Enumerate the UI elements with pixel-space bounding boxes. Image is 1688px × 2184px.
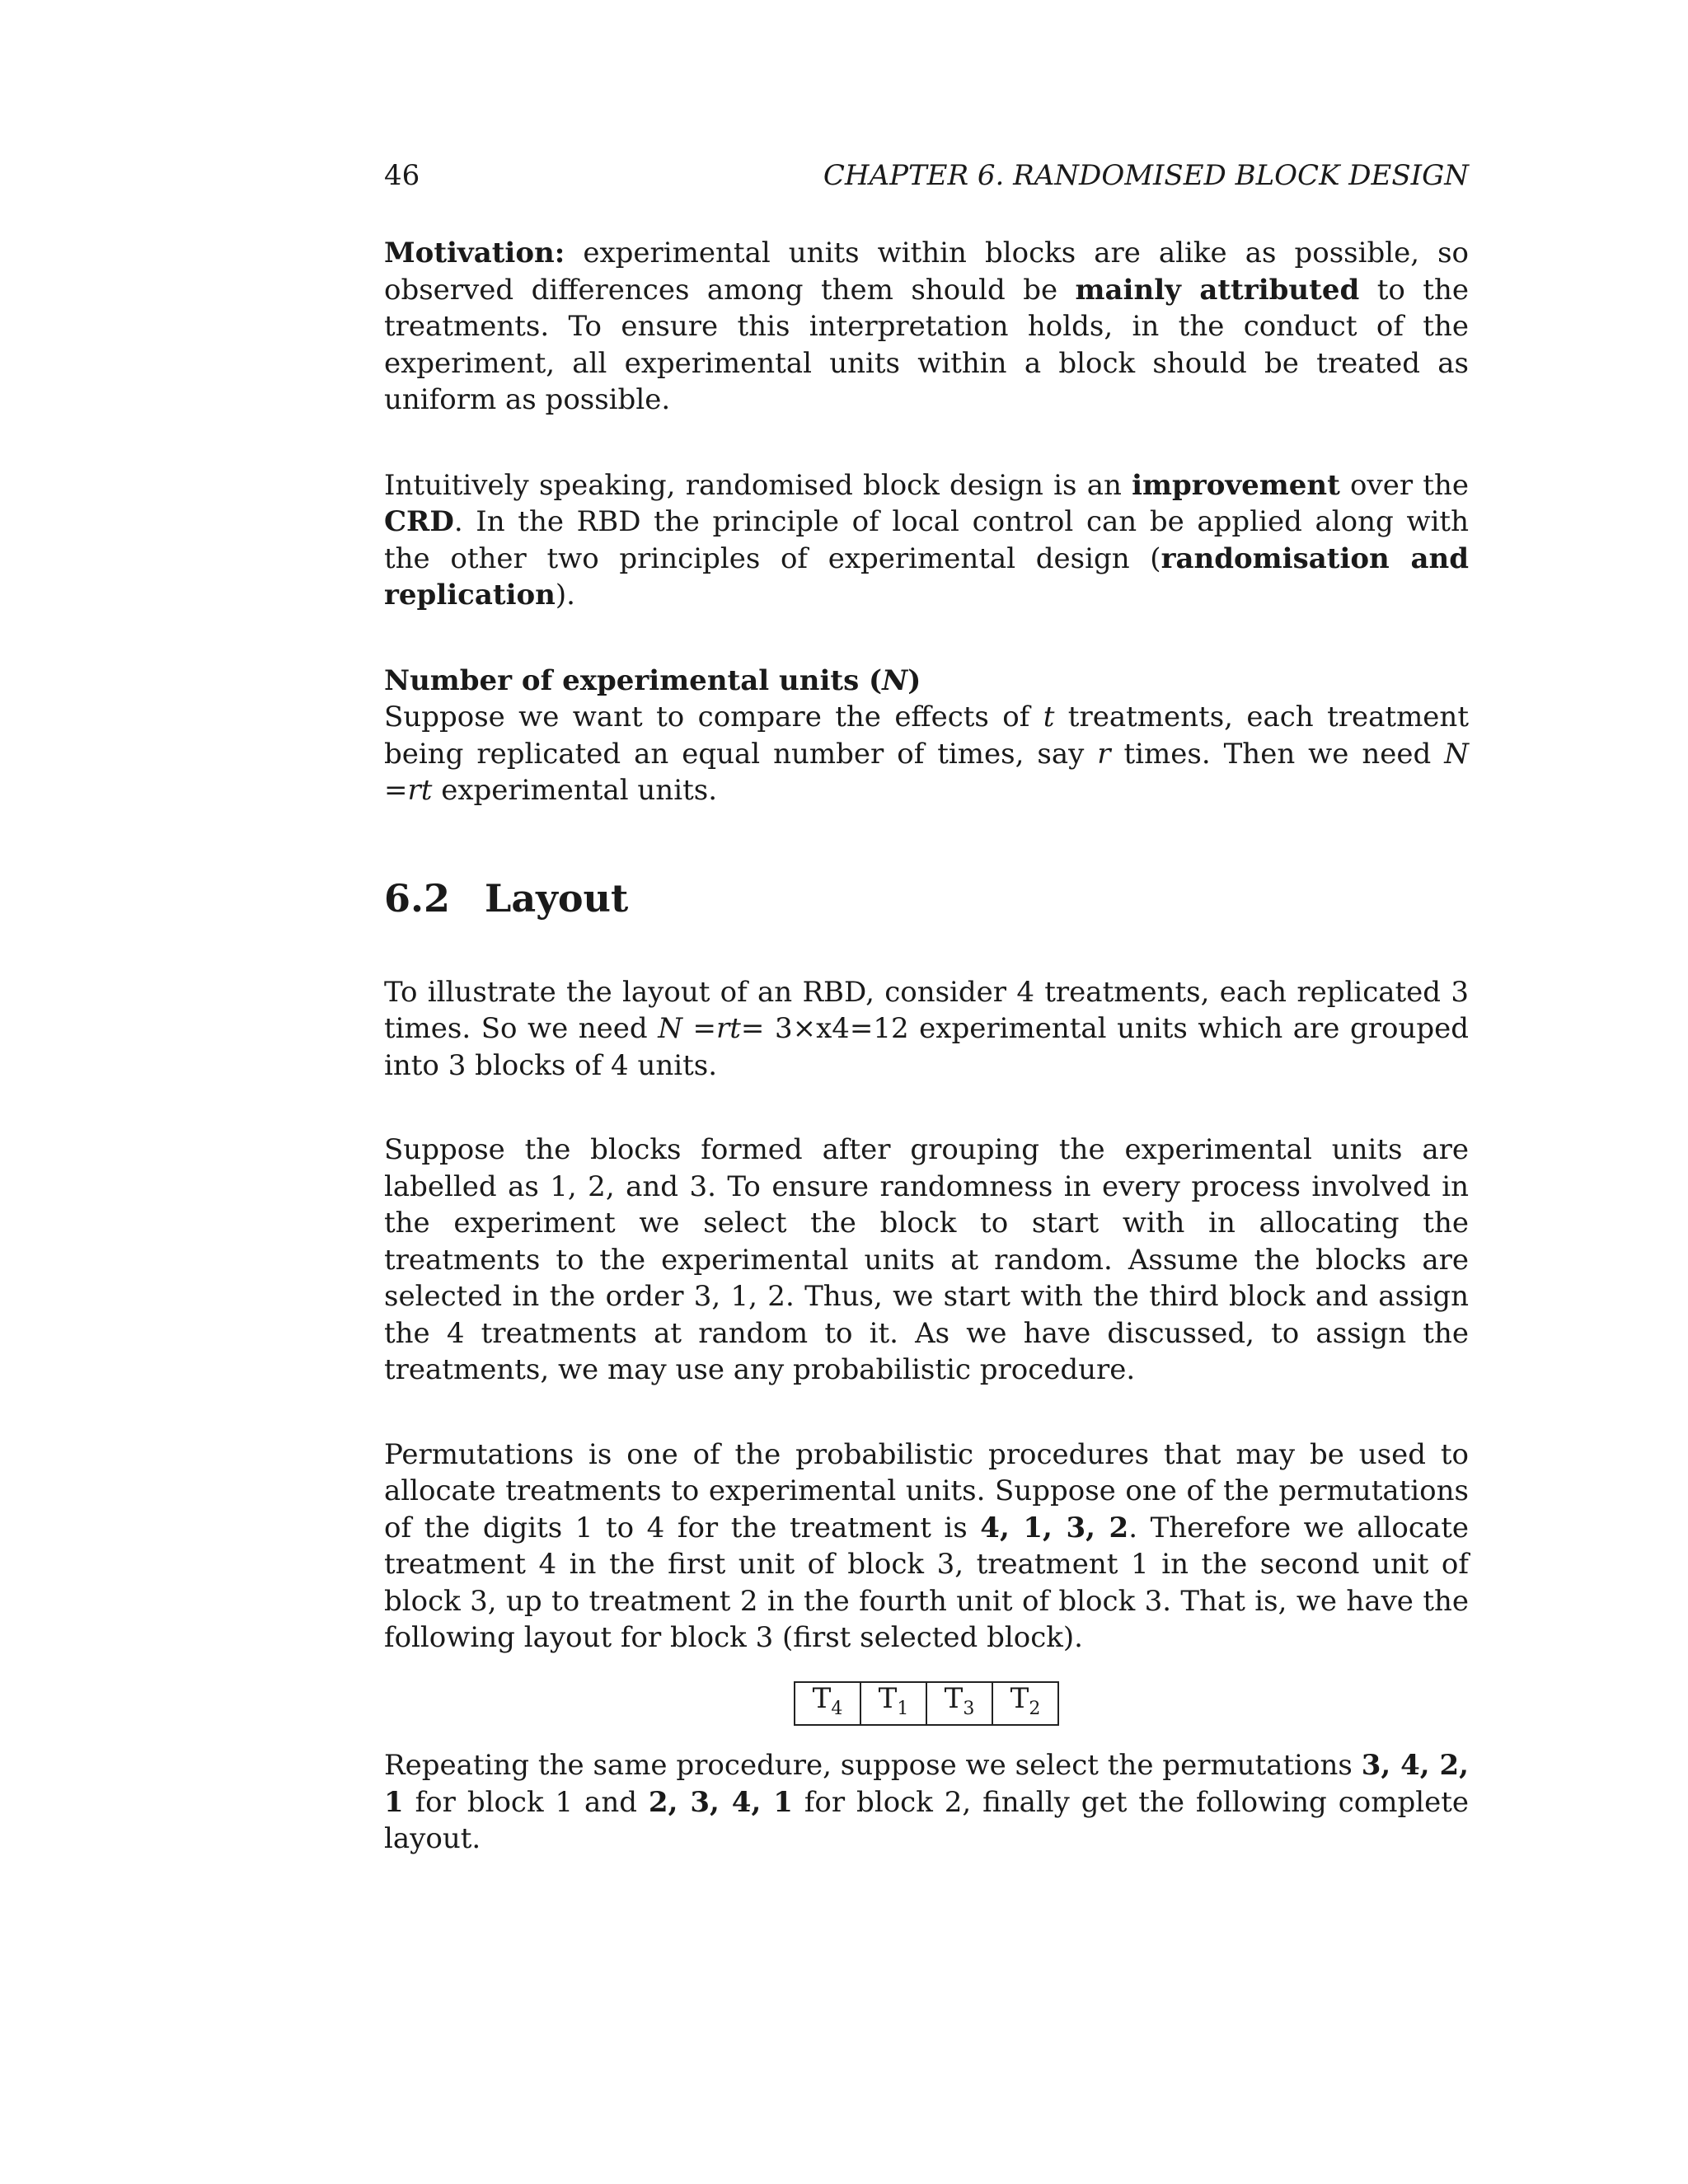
- block3-layout-row: [795, 1682, 1058, 1726]
- units-heading-end: ): [907, 663, 921, 697]
- permutations-text-b: . Therefore we allocate treatment 4 in the first unit of block 3, treatment 1 in the second unit of block 3, up to treatment 2 in the fourth unit of block 3. That is, we have the following layout for block 3 (first selected block).: [384, 1511, 1469, 1654]
- units-text-d: =: [384, 774, 408, 807]
- permutations-paragraph: [384, 1436, 1469, 1657]
- section-number: 6.2: [384, 875, 451, 921]
- motivation-label: Motivation:: [384, 237, 565, 269]
- running-head: [384, 157, 1469, 198]
- motivation-paragraph: [384, 235, 1469, 419]
- layout-intro-text-c: = 3×x4=12 experimental units which are grouped into 3 blocks of 4 units.: [384, 1012, 1469, 1082]
- cell-letter: T: [1010, 1681, 1029, 1715]
- motivation-bold: mainly attributed: [1075, 273, 1360, 307]
- cell-subscript: 2: [1029, 1698, 1041, 1719]
- units-var-t: t: [1043, 701, 1055, 733]
- motivation-text-b: to the treatments. To ensure this interpretation holds, in the conduct of the experiment, all experimental units within a block should be treated as uniform as possible.: [384, 273, 1469, 416]
- layout-intro-text-b: =: [682, 1012, 716, 1045]
- units-heading: [384, 664, 921, 697]
- cell-subscript: 3: [963, 1698, 975, 1719]
- cell-letter: T: [944, 1681, 964, 1715]
- motivation-text-a: experimental units within blocks are alike as possible, so observed differences among them should be: [384, 237, 1469, 307]
- intuition-bold-a: improvement: [1132, 468, 1340, 502]
- permutations-bold: 4, 1, 3, 2: [980, 1511, 1129, 1544]
- section-heading: [384, 874, 1469, 923]
- repeating-text-a: Repeating the same procedure, suppose we select the permutations: [384, 1749, 1362, 1783]
- cell-subscript: 4: [831, 1698, 843, 1719]
- cell-letter: T: [812, 1681, 832, 1715]
- units-text-e: experimental units.: [432, 774, 717, 807]
- intuition-bold-b: CRD: [384, 505, 454, 538]
- layout-cell: [860, 1682, 926, 1726]
- layout-cell: [926, 1682, 992, 1726]
- block3-layout-table: [794, 1681, 1059, 1727]
- repeating-bold-b: 2, 3, 4, 1: [648, 1785, 793, 1819]
- intuition-text-c: . In the RBD the principle of local control can be applied along with the other two principles of experimental design (: [384, 505, 1469, 575]
- repeating-bold-a: 3, 4, 2, 1: [384, 1749, 1469, 1819]
- intuition-text-a: Intuitively speaking, randomised block design is an: [384, 468, 1132, 502]
- blocks-paragraph: Suppose the blocks formed after grouping the experimental units are labelled as 1, 2, and 3. To ensure randomness in every process involved in the experiment we select the block to start with in allocating the treatments to the experimental units at random. Assume the blocks are selected in the order 3, 1, 2. Thus, we start with the third block and assign the 4 treatments at random to it. As we have discussed, to assign the treatments, we may use any probabilistic procedure.: [384, 1133, 1469, 1386]
- intuition-bold-c: randomisation and replication: [384, 541, 1469, 612]
- cell-subscript: 1: [897, 1698, 909, 1719]
- page-number: 46: [384, 159, 420, 192]
- layout-cell: [992, 1682, 1058, 1726]
- units-var-r: r: [1097, 737, 1111, 771]
- permutations-text-a: Permutations is one of the probabilistic procedures that may be used to allocate treatments to experimental units. Suppose one of the permutations of the digits 1 to 4 for the treatment is: [384, 1437, 1469, 1544]
- units-heading-var: N: [882, 663, 908, 697]
- repeating-text-b: for block 1 and: [403, 1785, 649, 1819]
- cell-letter: T: [878, 1681, 898, 1715]
- block3-layout: [384, 1681, 1469, 1727]
- page: [384, 157, 1469, 1858]
- repeating-text-c: for block 2, finally get the following complete layout.: [384, 1785, 1470, 1856]
- intuition-text-d: ).: [555, 579, 575, 612]
- layout-cell: [795, 1682, 860, 1726]
- intuition-text-b: over the: [1339, 468, 1469, 502]
- units-text-b: treatments, each treatment being replicated an equal number of times, say: [384, 701, 1469, 771]
- repeating-paragraph: [384, 1747, 1469, 1858]
- layout-intro-var-n: N: [658, 1012, 682, 1045]
- units-var-n: N: [1444, 737, 1469, 771]
- units-heading-text: Number of experimental units (: [384, 663, 883, 697]
- units-text-a: Suppose we want to compare the effects of: [384, 701, 1043, 733]
- chapter-title: CHAPTER 6. RANDOMISED BLOCK DESIGN: [823, 159, 1469, 192]
- units-var-rt: rt: [407, 774, 433, 807]
- intuition-paragraph: [384, 467, 1469, 614]
- layout-intro-paragraph: [384, 974, 1469, 1085]
- section-title: Layout: [485, 875, 629, 921]
- units-text-c: times. Then we need: [1110, 737, 1445, 771]
- layout-intro-text-a: To illustrate the layout of an RBD, consider 4 treatments, each replicated 3 times. So we need: [384, 975, 1469, 1045]
- units-paragraph: [384, 663, 1469, 809]
- layout-intro-var-rt: rt: [716, 1012, 741, 1045]
